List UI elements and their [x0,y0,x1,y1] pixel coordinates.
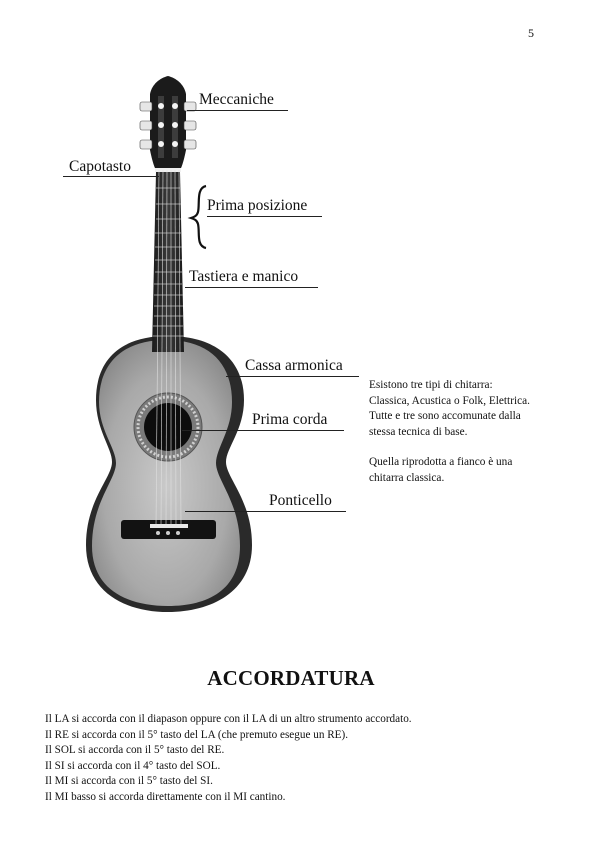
sound-hole [144,403,192,451]
side-note-line: Classica, Acustica o Folk, Elettrica. [369,394,530,407]
leader-line-tastiera-manico [185,287,318,288]
tuning-rule: Il MI si accorda con il 5° tasto del SI. [45,775,213,788]
leader-line-meccaniche [187,110,288,111]
side-note-line: Esistono tre tipi di chitarra: [369,379,493,391]
side-note-line: chitarra classica. [369,471,445,484]
page-number: 5 [528,26,534,40]
page-title: ACCORDATURA [207,666,375,690]
label-prima-corda: Prima corda [252,411,328,428]
leader-line-prima-corda [182,430,344,431]
leader-line-cassa-armonica [226,376,359,377]
label-tastiera-manico: Tastiera e manico [189,268,299,285]
side-note-line: Tutte e tre sono accomunate dalla [369,410,521,422]
side-note-paragraph-1 [369,378,569,440]
leader-line-capotasto [63,176,159,177]
tuning-rule: Il LA si accorda con il diapason oppure con il LA di un altro strumento accordato. [45,713,412,725]
tuning-rules-list [45,712,565,806]
side-note-line: Quella riprodotta a fianco è una [369,456,513,468]
tuning-rule: Il RE si accorda con il 5° tasto del LA (che premuto esegue un RE). [45,728,349,741]
tuning-rule: Il MI basso si accorda direttamente con il MI cantino. [45,790,286,803]
label-cassa-armonica: Cassa armonica [245,357,343,374]
label-ponticello: Ponticello [269,492,332,509]
tuning-rule: Il SOL si accorda con il 5° tasto del RE. [45,744,225,757]
label-meccaniche: Meccaniche [199,91,274,108]
leader-line-prima-posizione [207,216,322,217]
bridge [121,520,216,539]
leader-line-ponticello [185,511,346,512]
tuning-rule: Il SI si accorda con il 4° tasto del SOL. [45,759,221,772]
prima-posizione-bracket [191,186,206,248]
side-note-paragraph-2 [369,455,569,486]
label-capotasto: Capotasto [69,158,131,175]
side-note-line: stessa tecnica di base. [369,425,468,438]
headstock [150,76,186,168]
label-prima-posizione: Prima posizione [207,197,308,214]
